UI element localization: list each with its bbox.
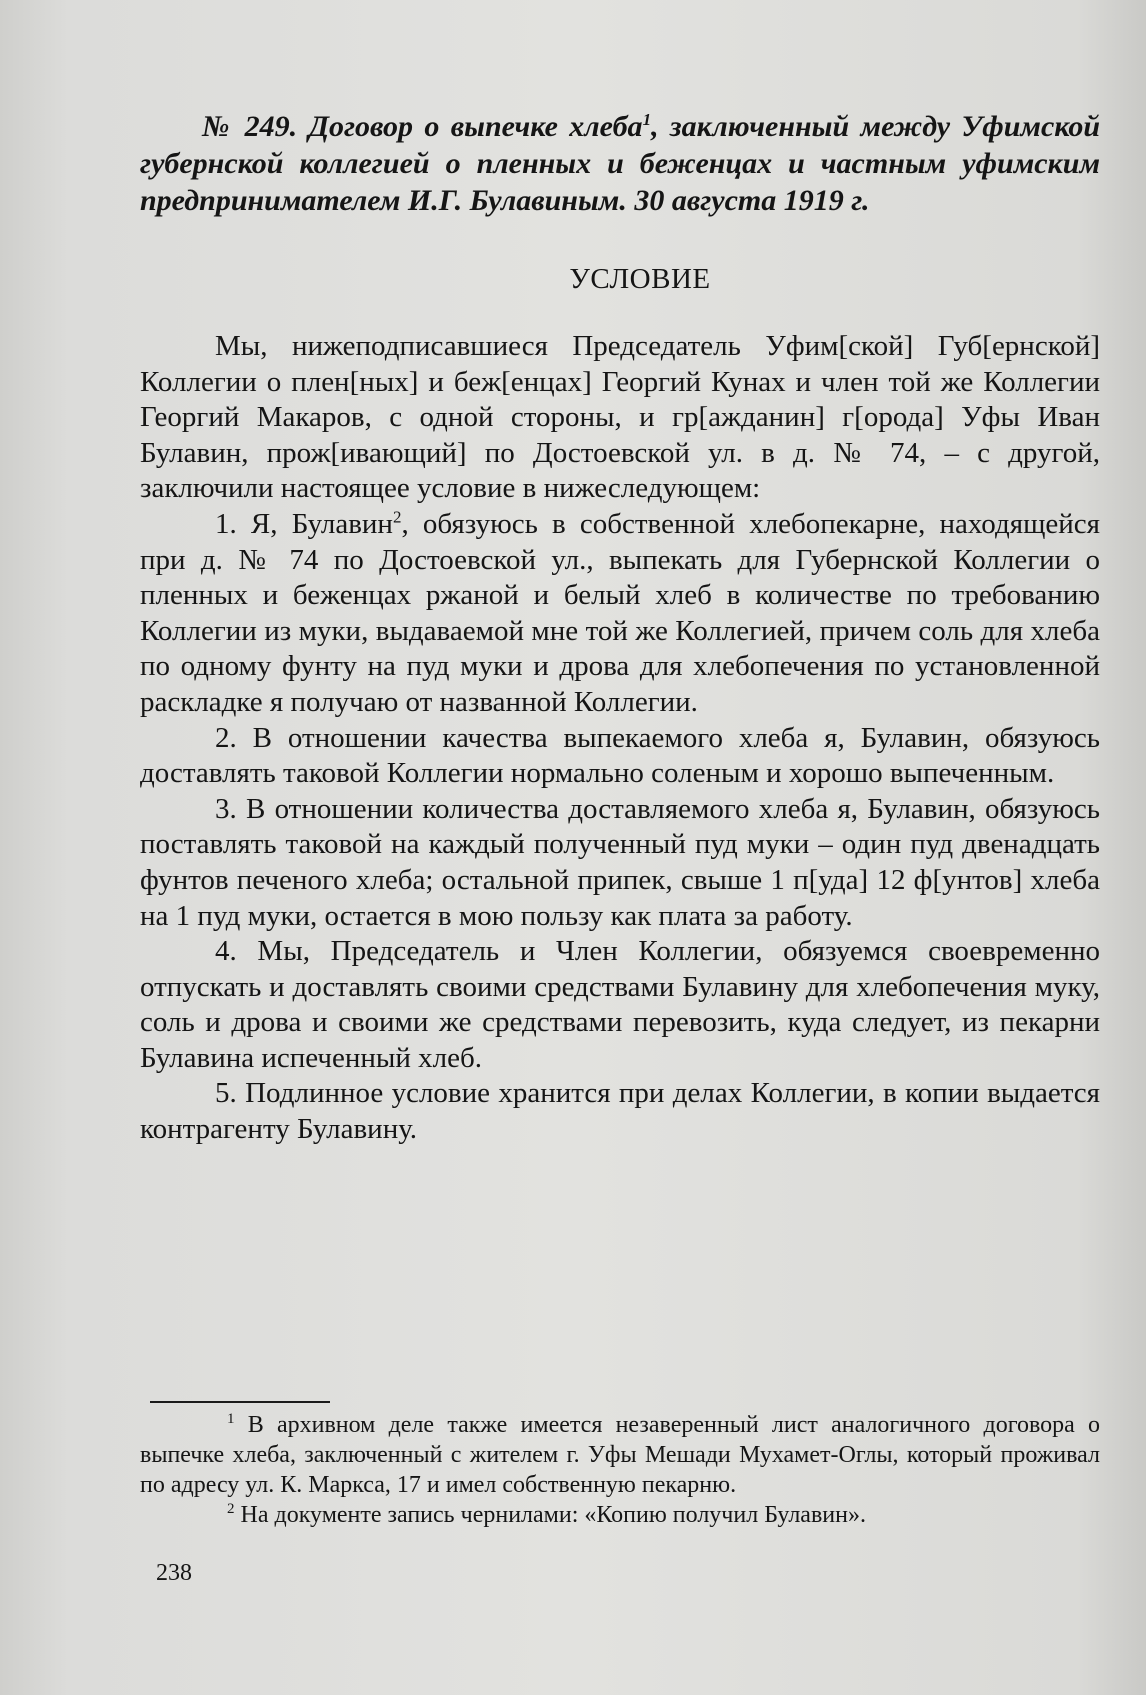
footnote-ref-2: 2 (392, 507, 402, 527)
document-number: № 249. (202, 110, 298, 143)
section-heading: УСЛОВИЕ (569, 263, 711, 295)
page-number: 238 (156, 1560, 192, 1586)
title-text-rest: , заключенный между Уфимской губернской коллегией о пленных и беженцах и частным уфимским предпринимателем И.Г. Булавиным. 30 августа 1919 г. (140, 110, 1101, 217)
clause-1 (140, 507, 1100, 721)
footnote-1 (140, 1410, 1100, 1500)
clause-2: 2. В отношении качества выпекаемого хлеба я, Булавин, обязуюсь доставлять таковой Коллегии нормально соленым и хорошо выпеченным. (140, 721, 1100, 790)
footnote-divider (150, 1401, 330, 1403)
document-body (140, 108, 1100, 1148)
clause-3: 3. В отношении количества доставляемого хлеба я, Булавин, обязуюсь поставлять таковой на каждый полученный пуд муки – один пуд двенадцать фунтов печеного хлеба; остальной припек, свыше 1 п[уда] 12 ф[унтов] хлеба на 1 пуд муки, остается в мою пользу как плата за работу. (140, 792, 1100, 932)
clause-1-rest: , обязуюсь в собственной хлебопекарне, находящейся при д. № 74 по Достоевской ул., выпекать для Губернской Коллегии о пленных и беженцах ржаной и белый хлеб в количестве по требованию Коллегии из муки, выдаваемой мне той же Коллегией, причем соль для хлеба по одному фунту на пуд муки и дрова для хлебопечения по установленной раскладке я получаю от названной Коллегии. (140, 507, 1100, 718)
clause-4: 4. Мы, Председатель и Член Коллегии, обязуемся своевременно отпускать и доставлять своими средствами Булавину для хлебопечения муку, соль и дрова и своими же средствами перевозить, куда следует, из пекарни Булавина испеченный хлеб. (140, 935, 1100, 1074)
footnote-2 (140, 1500, 1100, 1530)
footnote-2-marker: 2 (227, 1501, 235, 1517)
footnote-ref-1: 1 (642, 110, 652, 129)
footnote-2-text: На документе запись чернилами: «Копию получил Булавин». (234, 1502, 866, 1528)
clause-1-start: 1. Я, Булавин (215, 507, 393, 540)
clause-5: 5. Подлинное условие хранится при делах Коллегии, в копии выдается контрагенту Булавину. (140, 1077, 1100, 1146)
intro-paragraph: Мы, нижеподписавшиеся Председатель Уфим[ской] Губ[ернской] Коллегии о плен[ных] и беж[енцах] Георгий Кунах и член той же Коллегии Георгий Макаров, с одной стороны, и гр[ажданин] г[орода] Уфы Иван Булавин, прож[ивающий] по Достоевской ул. в д. № 74, – с другой, заключили настоящее условие в нижеследующем: (140, 330, 1100, 505)
document-title (140, 108, 1100, 219)
footnote-1-text: В архивном деле также имеется незаверенный лист аналогичного договора о выпечке хлеба, заключенный с жителем г. Уфы Мешади Мухамет-Оглы, который проживал по адресу ул. К. Маркса, 17 и имел собственную пекарню. (140, 1412, 1100, 1498)
title-text: Договор о выпечке хлеба (297, 110, 643, 143)
footnotes (140, 1410, 1100, 1530)
footnote-1-marker: 1 (227, 1411, 235, 1427)
